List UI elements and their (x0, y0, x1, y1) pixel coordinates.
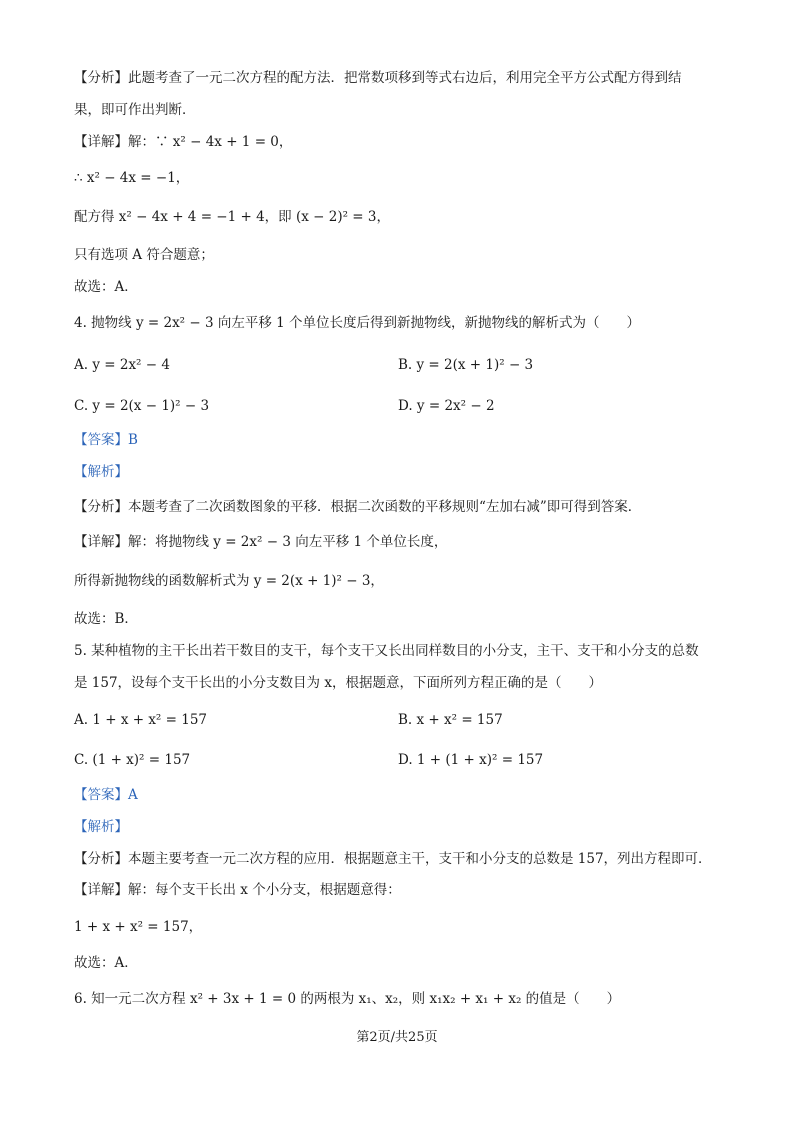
text-line: 【详解】解：∵ x² − 4x + 1 = 0， (74, 134, 293, 150)
text-line: 5. 某种植物的主干长出若干数目的支干，每个支干又长出同样数目的小分支，主干、支干和小分支的总数 (74, 643, 699, 659)
answer-option: D. y = 2x² − 2 (398, 398, 495, 414)
text-line: 【分析】此题考查了一元二次方程的配方法．把常数项移到等式右边后，利用完全平方公式配方得到结 (74, 70, 682, 86)
answer-option: B. y = 2(x + 1)² − 3 (398, 357, 534, 373)
answer-option: A. y = 2x² − 4 (74, 357, 170, 373)
text-line: 故选：A． (74, 955, 138, 971)
answer-option: C. y = 2(x − 1)² − 3 (74, 398, 210, 414)
text-line: 【解析】 (74, 819, 128, 835)
text-line: 果，即可作出判断． (74, 102, 196, 118)
text-line: 所得新抛物线的函数解析式为 y = 2(x + 1)² − 3， (74, 573, 384, 589)
text-line: 【答案】B (74, 432, 138, 448)
text-line: 1 + x + x² = 157， (74, 919, 203, 935)
text-line: 是 157，设每个支干长出的小分支数目为 x，根据题意，下面所列方程正确的是（ ） (74, 675, 602, 691)
text-line: 【详解】解：每个支干长出 x 个小分支，根据题意得： (74, 882, 401, 898)
answer-option: D. 1 + (1 + x)² = 157 (398, 752, 544, 768)
text-line: 【详解】解：将抛物线 y = 2x² − 3 向左平移 1 个单位长度， (74, 534, 448, 550)
text-line: 【答案】A (74, 787, 138, 803)
text-line: 故选：B． (74, 611, 138, 627)
page-footer: 第2页/共25页 (356, 1030, 438, 1045)
text-line: 【解析】 (74, 464, 128, 480)
text-line: 6. 知一元二次方程 x² + 3x + 1 = 0 的两根为 x₁、x₂，则 x₁x₂ + x₁ + x₂ 的值是（ ） (74, 991, 621, 1007)
text-line: 故选：A． (74, 279, 138, 295)
text-line: ∴ x² − 4x = −1， (74, 170, 190, 186)
text-line: 4. 抛物线 y = 2x² − 3 向左平移 1 个单位长度后得到新抛物线，新抛物线的解析式为（ ） (74, 315, 641, 331)
text-line: 只有选项 A 符合题意； (74, 247, 214, 263)
answer-option: C. (1 + x)² = 157 (74, 752, 191, 768)
text-line: 【分析】本题考查了二次函数图象的平移．根据二次函数的平移规则“左加右减”即可得到答案． (74, 499, 642, 515)
text-line: 配方得 x² − 4x + 4 = −1 + 4，即 (x − 2)² = 3， (74, 209, 390, 225)
text-line: 【分析】本题主要考查一元二次方程的应用．根据题意主干，支干和小分支的总数是 157，列出方程即可． (74, 851, 712, 867)
answer-option: B. x + x² = 157 (398, 712, 503, 728)
answer-option: A. 1 + x + x² = 157 (74, 712, 208, 728)
